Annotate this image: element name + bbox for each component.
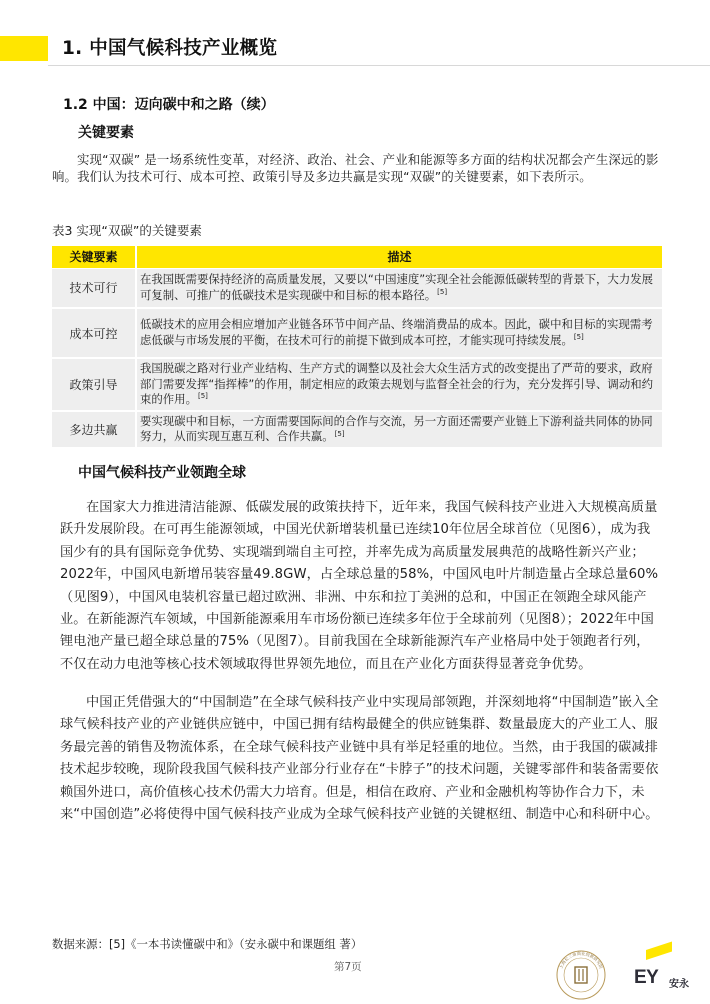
key-elements-table — [52, 246, 662, 449]
section-title: 1.2 中国：迈向碳中和之路（续） — [63, 97, 275, 113]
reference-mark: [5] — [437, 287, 448, 296]
table-row — [52, 358, 662, 411]
reference-mark: [5] — [334, 429, 345, 438]
chapter-divider — [48, 65, 710, 66]
ey-logo-text: EY — [634, 967, 659, 988]
leading-paragraph-1: 在国家大力推进清洁能源、低碳发展的政策扶持下，近年来，我国气候科技产业进入大规模高质量跃升发展阶段。在可再生能源领域，中国光伏新增装机量已连续10年位居全球首位（见图6），成为我国少有的具有国际竞争优势、实现端到端自主可控，并率先成为高质量发展典范的战略性新兴产业；2022年，中国风电新增吊装容量49.8GW，占全球总量的58%，中国风电叶片制造量占全球总量60%（见图9），中国风电装机容量已超过欧洲、非洲、中东和拉丁美洲的总和，中国正在领跑全球风能产业。在新能源汽车领域，中国新能源乘用车市场份额已连续多年位于全球前列（见图8）；2022年中国锂电池产量已超全球总量的75%（见图7）。目前我国在全球新能源汽车产业格局中处于领跑者行列，不仅在动力电池等核心技术领域取得世界领先地位，而且在产业化方面获得显著竞争优势。 — [60, 500, 659, 672]
table-cell-description — [136, 358, 662, 411]
table-row — [52, 308, 662, 358]
table-cell-description — [136, 268, 662, 308]
table-caption: 表3 实现“双碳”的关键要素 — [52, 223, 202, 238]
table-header-row — [52, 246, 662, 268]
chapter-title: 1. 中国气候科技产业概览 — [62, 38, 278, 59]
key-elements-intro: 实现“双碳” 是一场系统性变革，对经济、政治、社会、产业和能源等多方面的结构状况都会产生深远的影响。我们认为技术可行、成本可控、政策引导及多边共赢是实现“双碳”的关键要素，如下表所示。 — [52, 152, 659, 185]
seal-lettering: 上海长三角商业创新研究院 — [558, 950, 604, 970]
reference-mark: [5] — [573, 333, 584, 342]
table-cell-element: 政策引导 — [52, 358, 136, 411]
table-cell-description — [136, 411, 662, 448]
table-row — [52, 268, 662, 308]
leading-paragraph-2: 中国正凭借强大的“中国制造”在全球气候科技产业中实现局部领跑，并深刻地将“中国制造”嵌入全球气候科技产业的产业链供应链中，中国已拥有结构最健全的供应链集群、数量最庞大的产业工人、服务最完善的销售及物流体系，在全球气候科技产业链中具有举足轻重的地位。当然，由于我国的碳减排技术起步较晚，现阶段我国气候科技产业部分行业存在“卡脖子”的技术问题，关键零部件和装备需要依赖国外进口，高价值核心技术仍需大力培育。但是，相信在政府、产业和金融机构等协作合力下，未来“中国创造”必将使得中国气候科技产业成为全球气候科技产业链的关键枢纽、制造中心和科研中心。 — [60, 695, 659, 823]
leading-heading: 中国气候科技产业领跑全球 — [78, 465, 246, 481]
ey-logo — [624, 950, 694, 992]
table-row — [52, 411, 662, 448]
table-header-cell: 描述 — [136, 246, 662, 268]
reference-mark: [5] — [197, 392, 208, 401]
description-text: 在我国既需要保持经济的高质量发展，又要以“中国速度”实现全社会能源低碳转型的背景下，大力发展可复制、可推广的低碳技术是实现碳中和目标的根本路径。 — [140, 272, 653, 302]
table-cell-element: 成本可控 — [52, 308, 136, 358]
ey-logo-bar — [646, 942, 672, 960]
description-text: 低碳技术的应用会相应增加产业链各环节中间产品、终端消费品的成本。因此，碳中和目标的实现需考虑低碳与市场发展的平衡，在技术可行的前提下做到成本可控，才能实现可持续发展。 — [140, 317, 653, 347]
chapter-accent-bar — [0, 36, 48, 61]
table-header-cell: 关键要素 — [52, 246, 136, 268]
institute-seal-logo — [553, 945, 609, 1001]
key-elements-heading: 关键要素 — [78, 125, 134, 141]
table-cell-description — [136, 308, 662, 358]
table-cell-element: 技术可行 — [52, 268, 136, 308]
description-text: 要实现碳中和目标，一方面需要国际间的合作与交流，另一方面还需要产业链上下游利益共同体的协同努力，从而实现互惠互利、合作共赢。 — [140, 413, 653, 444]
description-text: 我国脱碳之路对行业产业结构、生产方式的调整以及社会大众生活方式的改变提出了严苛的要求，政府部门需要发挥“指挥棒”的作用，制定相应的政策去规划与监督全社会的行为，充分发挥引导、调动和约束的作用。 — [140, 361, 653, 407]
table-cell-element: 多边共赢 — [52, 411, 136, 448]
page-number: 第7页 — [334, 961, 362, 973]
data-source-note: 数据来源：[5]《一本书读懂碳中和》（安永碳中和课题组 著） — [52, 937, 363, 951]
ey-logo-chinese: 安永 — [669, 979, 689, 990]
